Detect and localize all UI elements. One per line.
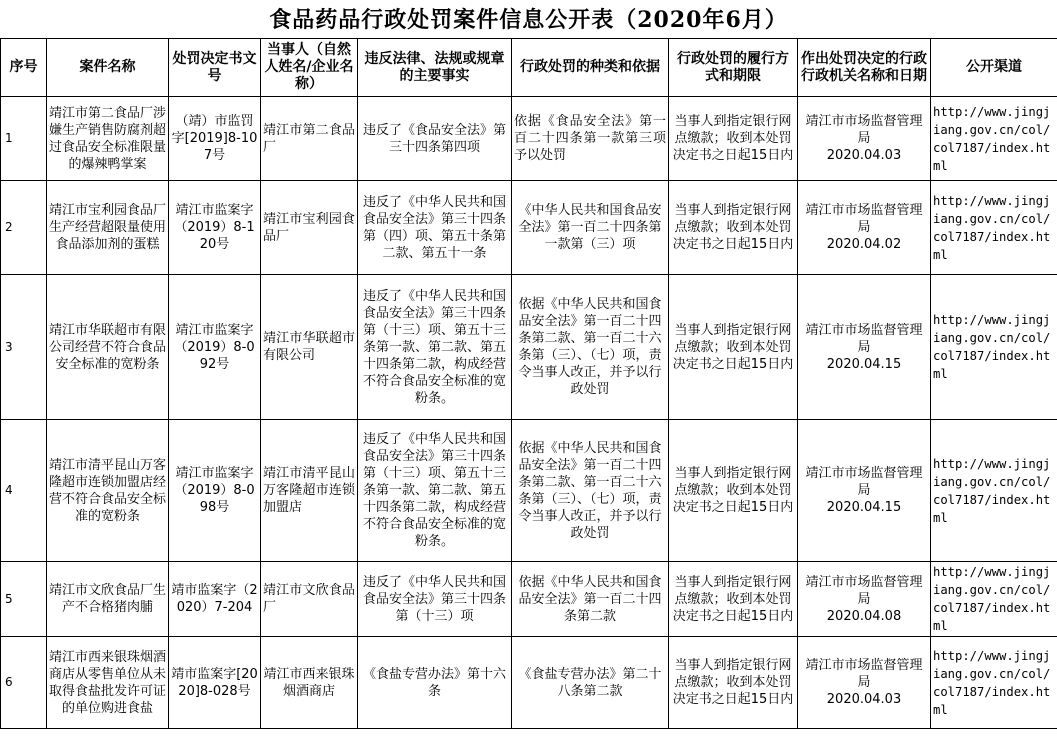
doc-no: 靖江市监案字（2019）8-098号 — [169, 420, 261, 562]
authority-cell — [798, 637, 931, 729]
case-name: 靖江市清平昆山万客隆超市连锁加盟店经营不符合食品安全标准的宽粉条 — [47, 420, 169, 562]
party: 靖江市西来银珠烟酒商店 — [261, 637, 358, 729]
table-row — [1, 275, 1057, 420]
row-no: 3 — [1, 275, 47, 420]
doc-no: 靖市监案字[2020]8-028号 — [169, 637, 261, 729]
page-title: 食品药品行政处罚案件信息公开表（2020年6月） — [269, 7, 788, 33]
authority-cell — [798, 97, 931, 181]
header-method: 行政处罚的履行方式和期限 — [669, 39, 798, 97]
channel-link[interactable]: http://www.jingjiang.gov.cn/col/col7187/index.html — [931, 181, 1057, 275]
table-row — [1, 181, 1057, 275]
party: 靖江市第二食品厂 — [261, 97, 358, 181]
decision-date: 2020.04.03 — [826, 692, 902, 707]
decision-date: 2020.04.08 — [826, 608, 902, 624]
method: 当事人到指定银行网点缴款；收到本处罚决定书之日起15日内 — [669, 181, 798, 275]
decision-date: 2020.04.03 — [826, 148, 902, 163]
header-row — [1, 39, 1057, 97]
facts: 违反了《中华人民共和国食品安全法》第三十四条第（十三）项、第五十三条第一款、第二款、第五十四条第二款，构成经营不符合食品安全标准的宽粉条。 — [358, 275, 512, 420]
row-no: 1 — [1, 97, 47, 181]
facts: 违反了《食品安全法》第三十四条第四项 — [358, 97, 512, 181]
facts: 违反了《中华人民共和国食品安全法》第三十四条第（十三）项 — [358, 562, 512, 637]
penalty: 依据《食品安全法》第一百二十四条第一款第三项予以处罚 — [512, 97, 669, 181]
authority: 靖江市市场监督管理局 — [805, 322, 923, 355]
case-name: 靖江市宝利园食品厂生产经营超限量使用食品添加剂的蛋糕 — [47, 181, 169, 275]
header-party: 当事人（自然人姓名/企业名称） — [261, 39, 358, 97]
decision-date: 2020.04.02 — [826, 237, 902, 252]
channel-link[interactable]: http://www.jingjiang.gov.cn/col/col7187/index.html — [931, 275, 1057, 420]
table-row — [1, 420, 1057, 562]
party: 靖江市文欣食品厂 — [261, 562, 358, 637]
facts: 违反了《中华人民共和国食品安全法》第三十四条第（四）项、第五十条第二款、第五十一条 — [358, 181, 512, 275]
authority: 靖江市市场监督管理局 — [805, 466, 923, 498]
row-no: 6 — [1, 637, 47, 729]
header-facts: 违反法律、法规或规章的主要事实 — [358, 39, 512, 97]
channel-link[interactable]: http://www.jingjiang.gov.cn/col/col7187/index.html — [931, 97, 1057, 181]
row-no: 2 — [1, 181, 47, 275]
header-penalty: 行政处罚的种类和依据 — [512, 39, 669, 97]
channel-link[interactable]: http://www.jingjiang.gov.cn/col/col7187/index.html — [931, 562, 1057, 637]
authority-cell — [798, 562, 931, 637]
facts: 《食盐专营办法》第十六条 — [358, 637, 512, 729]
authority: 靖江市市场监督管理局 — [805, 114, 923, 146]
header-case-name: 案件名称 — [47, 39, 169, 97]
row-no: 5 — [1, 562, 47, 637]
penalty: 依据《中华人民共和国食品安全法》第一百二十四条第二款、第一百二十六条第（三）、（七）项，责令当事人改正，并予以行政处罚 — [512, 420, 669, 562]
case-name: 靖江市第二食品厂涉嫌生产销售防腐剂超过食品安全标准限量的爆辣鸭掌案 — [47, 97, 169, 181]
party: 靖江市宝利园食品厂 — [261, 181, 358, 275]
penalty: 依据《中华人民共和国食品安全法》第一百二十四条第二款、第一百二十六条第（三）、（七）项，责令当事人改正，并予以行政处罚 — [512, 275, 669, 420]
header-authority: 作出处罚决定的行政行政机关名称和日期 — [798, 39, 931, 97]
authority-cell — [798, 420, 931, 562]
method: 当事人到指定银行网点缴款；收到本处罚决定书之日起15日内 — [669, 97, 798, 181]
doc-no: 靖江市监案字（2019）8-120号 — [169, 181, 261, 275]
doc-no: 靖江市监案字（2019）8-092号 — [169, 275, 261, 420]
authority: 靖江市市场监督管理局 — [805, 203, 923, 235]
channel-link[interactable]: http://www.jingjiang.gov.cn/col/col7187/index.html — [931, 637, 1057, 729]
case-name: 靖江市文欣食品厂生产不合格猪肉脯 — [47, 562, 169, 637]
doc-no: （靖）市监罚字[2019]8-107号 — [169, 97, 261, 181]
penalty: 《食盐专营办法》第二十八条第二款 — [512, 637, 669, 729]
penalty-table — [0, 38, 1057, 729]
header-doc-no: 处罚决定书文号 — [169, 39, 261, 97]
decision-date: 2020.04.15 — [826, 356, 902, 372]
header-no: 序号 — [1, 39, 47, 97]
method: 当事人到指定银行网点缴款；收到本处罚决定书之日起15日内 — [669, 637, 798, 729]
case-name: 靖江市西来银珠烟酒商店从零售单位从未取得食盐批发许可证的单位购进食盐 — [47, 637, 169, 729]
penalty: 依据《中华人民共和国食品安全法》第一百二十四条第二款 — [512, 562, 669, 637]
method: 当事人到指定银行网点缴款；收到本处罚决定书之日起15日内 — [669, 420, 798, 562]
authority: 靖江市市场监督管理局 — [805, 574, 923, 607]
method: 当事人到指定银行网点缴款；收到本处罚决定书之日起15日内 — [669, 275, 798, 420]
decision-date: 2020.04.15 — [826, 500, 902, 515]
channel-link[interactable]: http://www.jingjiang.gov.cn/col/col7187/index.html — [931, 420, 1057, 562]
authority: 靖江市市场监督管理局 — [805, 658, 923, 690]
table-row — [1, 97, 1057, 181]
row-no: 4 — [1, 420, 47, 562]
party: 靖江市华联超市有限公司 — [261, 275, 358, 420]
authority-cell — [798, 181, 931, 275]
facts: 违反了《中华人民共和国食品安全法》第三十四条第（十三）项、第五十三条第一款、第二款、第五十四条第二款，构成经营不符合食品安全标准的宽粉条。 — [358, 420, 512, 562]
authority-cell — [798, 275, 931, 420]
case-name: 靖江市华联超市有限公司经营不符合食品安全标准的宽粉条 — [47, 275, 169, 420]
party: 靖江市清平昆山万客隆超市连锁加盟店 — [261, 420, 358, 562]
doc-no: 靖市监案字（2020）7-204 — [169, 562, 261, 637]
table-row — [1, 562, 1057, 637]
penalty: 《中华人民共和国食品安全法》第一百二十四条第一款第（三）项 — [512, 181, 669, 275]
method: 当事人到指定银行网点缴款；收到本处罚决定书之日起15日内 — [669, 562, 798, 637]
header-channel: 公开渠道 — [931, 39, 1057, 97]
table-row — [1, 637, 1057, 729]
